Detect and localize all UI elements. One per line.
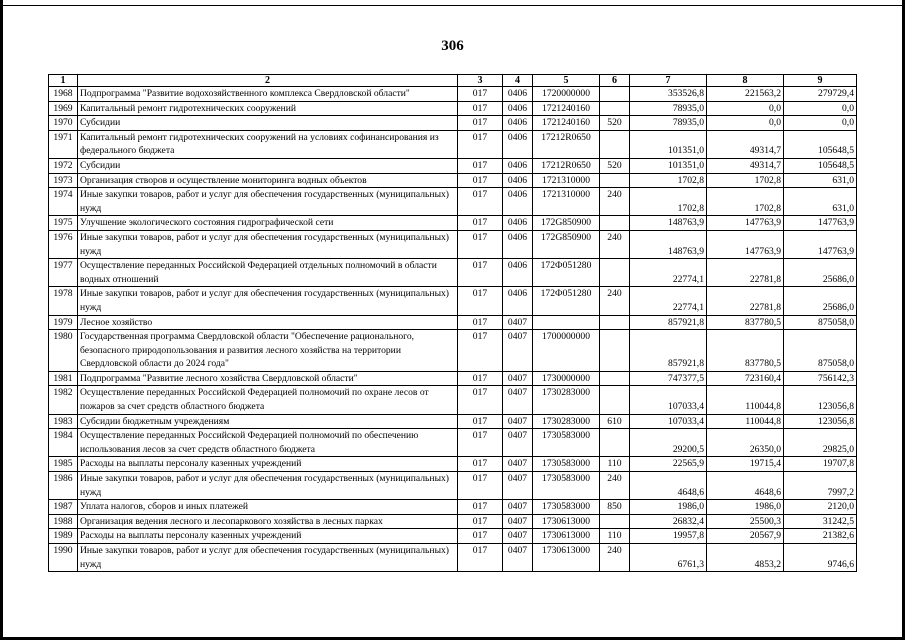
row-value-col9: 29825,0 (784, 429, 857, 457)
column-header: 5 (533, 75, 600, 87)
page-number: 306 (441, 38, 464, 54)
row-number: 1984 (49, 429, 78, 457)
row-section-code: 0406 (503, 188, 533, 216)
row-value-col8: 25500,3 (707, 514, 784, 529)
row-section-code: 0407 (503, 414, 533, 429)
row-target-code: 1720000000 (533, 87, 600, 102)
row-value-col8: 837780,5 (707, 330, 784, 372)
row-target-code: 1730283000 (533, 386, 600, 414)
row-ministry-code: 017 (458, 116, 503, 131)
row-section-code: 0407 (503, 472, 533, 500)
row-name: Осуществление переданных Российской Федерацией полномочий по обеспечению использования лесов за счет средств областного бюджета (78, 429, 458, 457)
row-value-col8: 22781,8 (707, 287, 784, 315)
row-section-code: 0406 (503, 259, 533, 287)
row-value-col9: 105648,5 (784, 130, 857, 158)
row-section-code: 0407 (503, 529, 533, 544)
row-value-col7: 4648,6 (630, 472, 707, 500)
row-value-col8: 723160,4 (707, 371, 784, 386)
row-value-col9: 0,0 (784, 116, 857, 131)
row-number: 1987 (49, 500, 78, 515)
row-value-col9: 25686,0 (784, 287, 857, 315)
row-value-col7: 148763,9 (630, 216, 707, 231)
row-target-code: 172G850900 (533, 230, 600, 258)
row-number: 1990 (49, 544, 78, 572)
row-expense-type: 520 (600, 158, 630, 173)
row-number: 1970 (49, 116, 78, 131)
row-value-col9: 147763,9 (784, 216, 857, 231)
row-value-col7: 1986,0 (630, 500, 707, 515)
row-name: Иные закупки товаров, работ и услуг для обеспечения государственных (муниципальных) нужд (78, 188, 458, 216)
row-name: Капитальный ремонт гидротехнических сооружений (78, 101, 458, 116)
row-number: 1989 (49, 529, 78, 544)
row-section-code: 0406 (503, 101, 533, 116)
row-value-col7: 353526,8 (630, 87, 707, 102)
row-value-col8: 0,0 (707, 116, 784, 131)
row-number: 1969 (49, 101, 78, 116)
row-expense-type (600, 315, 630, 330)
row-number: 1968 (49, 87, 78, 102)
row-ministry-code: 017 (458, 230, 503, 258)
row-section-code: 0407 (503, 330, 533, 372)
row-section-code: 0407 (503, 371, 533, 386)
row-ministry-code: 017 (458, 287, 503, 315)
row-number: 1980 (49, 330, 78, 372)
row-value-col7: 26832,4 (630, 514, 707, 529)
table-row (49, 472, 857, 500)
row-value-col9: 2120,0 (784, 500, 857, 515)
table-row (49, 216, 857, 231)
row-ministry-code: 017 (458, 371, 503, 386)
row-value-col7: 78935,0 (630, 116, 707, 131)
row-target-code: 1730583000 (533, 472, 600, 500)
row-number: 1977 (49, 259, 78, 287)
row-ministry-code: 017 (458, 130, 503, 158)
row-value-col8: 19715,4 (707, 457, 784, 472)
row-value-col7: 22774,1 (630, 287, 707, 315)
row-expense-type: 240 (600, 544, 630, 572)
table-row (49, 414, 857, 429)
row-section-code: 0406 (503, 216, 533, 231)
row-target-code: 172G850900 (533, 216, 600, 231)
row-name: Иные закупки товаров, работ и услуг для обеспечения государственных (муниципальных) нужд (78, 287, 458, 315)
row-value-col7: 22565,9 (630, 457, 707, 472)
column-header: 6 (600, 75, 630, 87)
row-number: 1979 (49, 315, 78, 330)
row-number: 1983 (49, 414, 78, 429)
row-target-code: 17212R0650 (533, 158, 600, 173)
row-name: Лесное хозяйство (78, 315, 458, 330)
row-value-col7: 857921,8 (630, 330, 707, 372)
row-value-col8: 147763,9 (707, 230, 784, 258)
row-value-col7: 857921,8 (630, 315, 707, 330)
row-target-code (533, 315, 600, 330)
row-value-col9: 147763,9 (784, 230, 857, 258)
row-name: Расходы на выплаты персоналу казенных учреждений (78, 457, 458, 472)
row-value-col7: 107033,4 (630, 386, 707, 414)
row-expense-type: 520 (600, 116, 630, 131)
row-name: Организация ведения лесного и лесопаркового хозяйства в лесных парках (78, 514, 458, 529)
row-value-col8: 1702,8 (707, 188, 784, 216)
row-value-col7: 107033,4 (630, 414, 707, 429)
scan-frame-left (0, 0, 3, 640)
row-ministry-code: 017 (458, 330, 503, 372)
row-value-col8: 26350,0 (707, 429, 784, 457)
row-value-col9: 631,0 (784, 173, 857, 188)
row-number: 1974 (49, 188, 78, 216)
row-value-col9: 105648,5 (784, 158, 857, 173)
table-row (49, 87, 857, 102)
row-target-code: 1730613000 (533, 529, 600, 544)
row-section-code: 0407 (503, 386, 533, 414)
row-expense-type (600, 371, 630, 386)
row-section-code: 0406 (503, 87, 533, 102)
table-row (49, 544, 857, 572)
column-header: 8 (707, 75, 784, 87)
row-value-col8: 4853,2 (707, 544, 784, 572)
row-target-code: 17212R0650 (533, 130, 600, 158)
row-section-code: 0406 (503, 230, 533, 258)
row-value-col7: 1702,8 (630, 188, 707, 216)
row-value-col8: 49314,7 (707, 130, 784, 158)
row-value-col8: 22781,8 (707, 259, 784, 287)
row-value-col7: 29200,5 (630, 429, 707, 457)
row-section-code: 0406 (503, 287, 533, 315)
row-value-col9: 7997,2 (784, 472, 857, 500)
row-value-col7: 148763,9 (630, 230, 707, 258)
row-name: Капитальный ремонт гидротехнических сооружений на условиях софинансирования из федерального бюджета (78, 130, 458, 158)
table-row (49, 330, 857, 372)
row-target-code: 1730000000 (533, 371, 600, 386)
row-number: 1985 (49, 457, 78, 472)
column-header: 2 (78, 75, 458, 87)
row-value-col7: 19957,8 (630, 529, 707, 544)
table-header-row (49, 75, 857, 87)
row-ministry-code: 017 (458, 529, 503, 544)
row-target-code: 1730583000 (533, 457, 600, 472)
row-target-code: 1721240160 (533, 101, 600, 116)
table-row (49, 514, 857, 529)
row-name: Субсидии (78, 116, 458, 131)
row-value-col9: 31242,5 (784, 514, 857, 529)
row-value-col7: 747377,5 (630, 371, 707, 386)
row-value-col9: 19707,8 (784, 457, 857, 472)
table-row (49, 315, 857, 330)
table-row (49, 173, 857, 188)
row-value-col9: 0,0 (784, 101, 857, 116)
row-value-col9: 875058,0 (784, 330, 857, 372)
row-name: Подпрограмма "Развитие лесного хозяйства Свердловской области" (78, 371, 458, 386)
row-target-code: 172Ф051280 (533, 287, 600, 315)
row-target-code: 1730613000 (533, 514, 600, 529)
row-ministry-code: 017 (458, 514, 503, 529)
row-expense-type (600, 87, 630, 102)
row-name: Государственная программа Свердловской области "Обеспечение рационального, безопасного природопользования и развития лесного хозяйства на территории Свердловской области до 2024 года" (78, 330, 458, 372)
row-section-code: 0407 (503, 514, 533, 529)
row-ministry-code: 017 (458, 216, 503, 231)
row-ministry-code: 017 (458, 544, 503, 572)
row-section-code: 0406 (503, 116, 533, 131)
row-value-col7: 78935,0 (630, 101, 707, 116)
row-ministry-code: 017 (458, 429, 503, 457)
row-name: Субсидии (78, 158, 458, 173)
row-number: 1976 (49, 230, 78, 258)
row-target-code: 1730583000 (533, 429, 600, 457)
row-ministry-code: 017 (458, 457, 503, 472)
row-section-code: 0407 (503, 315, 533, 330)
table-row (49, 386, 857, 414)
table-body (49, 87, 857, 572)
scan-frame-top (0, 0, 905, 6)
row-ministry-code: 017 (458, 259, 503, 287)
row-value-col7: 22774,1 (630, 259, 707, 287)
row-expense-type: 610 (600, 414, 630, 429)
row-number: 1986 (49, 472, 78, 500)
row-target-code: 1721310000 (533, 173, 600, 188)
row-number: 1988 (49, 514, 78, 529)
row-section-code: 0407 (503, 429, 533, 457)
table-row (49, 230, 857, 258)
table-row (49, 529, 857, 544)
row-ministry-code: 017 (458, 472, 503, 500)
row-value-col8: 110044,8 (707, 386, 784, 414)
table-row (49, 500, 857, 515)
table-row (49, 287, 857, 315)
row-target-code: 1721240160 (533, 116, 600, 131)
row-number: 1972 (49, 158, 78, 173)
row-name: Осуществление переданных Российской Федерацией полномочий по охране лесов от пожаров за счет средств областного бюджета (78, 386, 458, 414)
row-ministry-code: 017 (458, 87, 503, 102)
row-ministry-code: 017 (458, 386, 503, 414)
row-expense-type (600, 386, 630, 414)
row-value-col8: 837780,5 (707, 315, 784, 330)
row-value-col7: 101351,0 (630, 130, 707, 158)
row-target-code: 1730613000 (533, 544, 600, 572)
row-ministry-code: 017 (458, 173, 503, 188)
row-value-col8: 1702,8 (707, 173, 784, 188)
table-row (49, 116, 857, 131)
row-value-col8: 221563,2 (707, 87, 784, 102)
row-value-col7: 6761,3 (630, 544, 707, 572)
row-ministry-code: 017 (458, 188, 503, 216)
row-value-col8: 147763,9 (707, 216, 784, 231)
row-value-col9: 875058,0 (784, 315, 857, 330)
row-name: Осуществление переданных Российской Федерацией отдельных полномочий в области водных отношений (78, 259, 458, 287)
row-expense-type (600, 130, 630, 158)
row-section-code: 0406 (503, 173, 533, 188)
row-name: Расходы на выплаты персоналу казенных учреждений (78, 529, 458, 544)
table-row (49, 101, 857, 116)
row-value-col8: 0,0 (707, 101, 784, 116)
row-section-code: 0407 (503, 457, 533, 472)
row-section-code: 0406 (503, 158, 533, 173)
row-ministry-code: 017 (458, 158, 503, 173)
column-header: 9 (784, 75, 857, 87)
row-number: 1982 (49, 386, 78, 414)
row-expense-type: 240 (600, 188, 630, 216)
row-value-col9: 279729,4 (784, 87, 857, 102)
column-header: 1 (49, 75, 78, 87)
column-header: 3 (458, 75, 503, 87)
table-row (49, 158, 857, 173)
row-number: 1975 (49, 216, 78, 231)
budget-table (48, 74, 857, 572)
table-row (49, 429, 857, 457)
row-target-code: 1700000000 (533, 330, 600, 372)
row-expense-type (600, 429, 630, 457)
row-section-code: 0407 (503, 544, 533, 572)
row-value-col8: 20567,9 (707, 529, 784, 544)
row-target-code: 1721310000 (533, 188, 600, 216)
table-row (49, 130, 857, 158)
row-expense-type (600, 514, 630, 529)
row-expense-type (600, 330, 630, 372)
row-value-col8: 1986,0 (707, 500, 784, 515)
row-expense-type: 240 (600, 472, 630, 500)
row-number: 1978 (49, 287, 78, 315)
row-number: 1971 (49, 130, 78, 158)
table-row (49, 188, 857, 216)
row-expense-type (600, 216, 630, 231)
row-name: Организация створов и осуществление мониторинга водных объектов (78, 173, 458, 188)
row-expense-type: 850 (600, 500, 630, 515)
row-name: Субсидии бюджетным учреждениям (78, 414, 458, 429)
row-expense-type (600, 101, 630, 116)
row-value-col7: 1702,8 (630, 173, 707, 188)
row-expense-type: 110 (600, 529, 630, 544)
table-row (49, 371, 857, 386)
row-expense-type: 110 (600, 457, 630, 472)
row-expense-type (600, 259, 630, 287)
row-value-col9: 25686,0 (784, 259, 857, 287)
row-name: Иные закупки товаров, работ и услуг для обеспечения государственных (муниципальных) нужд (78, 472, 458, 500)
row-ministry-code: 017 (458, 500, 503, 515)
row-ministry-code: 017 (458, 101, 503, 116)
row-expense-type: 240 (600, 230, 630, 258)
row-value-col9: 9746,6 (784, 544, 857, 572)
row-value-col9: 21382,6 (784, 529, 857, 544)
row-value-col9: 123056,8 (784, 386, 857, 414)
row-target-code: 1730283000 (533, 414, 600, 429)
row-value-col8: 110044,8 (707, 414, 784, 429)
row-name: Уплата налогов, сборов и иных платежей (78, 500, 458, 515)
row-number: 1973 (49, 173, 78, 188)
column-header: 7 (630, 75, 707, 87)
row-value-col7: 101351,0 (630, 158, 707, 173)
row-target-code: 1730583000 (533, 500, 600, 515)
row-name: Иные закупки товаров, работ и услуг для обеспечения государственных (муниципальных) нужд (78, 230, 458, 258)
row-target-code: 172Ф051280 (533, 259, 600, 287)
column-header: 4 (503, 75, 533, 87)
row-expense-type: 240 (600, 287, 630, 315)
row-number: 1981 (49, 371, 78, 386)
row-name: Иные закупки товаров, работ и услуг для обеспечения государственных (муниципальных) нужд (78, 544, 458, 572)
row-name: Улучшение экологического состояния гидрографической сети (78, 216, 458, 231)
row-section-code: 0406 (503, 130, 533, 158)
row-name: Подпрограмма "Развитие водохозяйственного комплекса Свердловской области" (78, 87, 458, 102)
row-value-col8: 49314,7 (707, 158, 784, 173)
row-ministry-code: 017 (458, 315, 503, 330)
row-expense-type (600, 173, 630, 188)
row-value-col9: 631,0 (784, 188, 857, 216)
table-row (49, 259, 857, 287)
row-value-col8: 4648,6 (707, 472, 784, 500)
row-value-col9: 756142,3 (784, 371, 857, 386)
table-row (49, 457, 857, 472)
row-section-code: 0407 (503, 500, 533, 515)
row-value-col9: 123056,8 (784, 414, 857, 429)
row-ministry-code: 017 (458, 414, 503, 429)
